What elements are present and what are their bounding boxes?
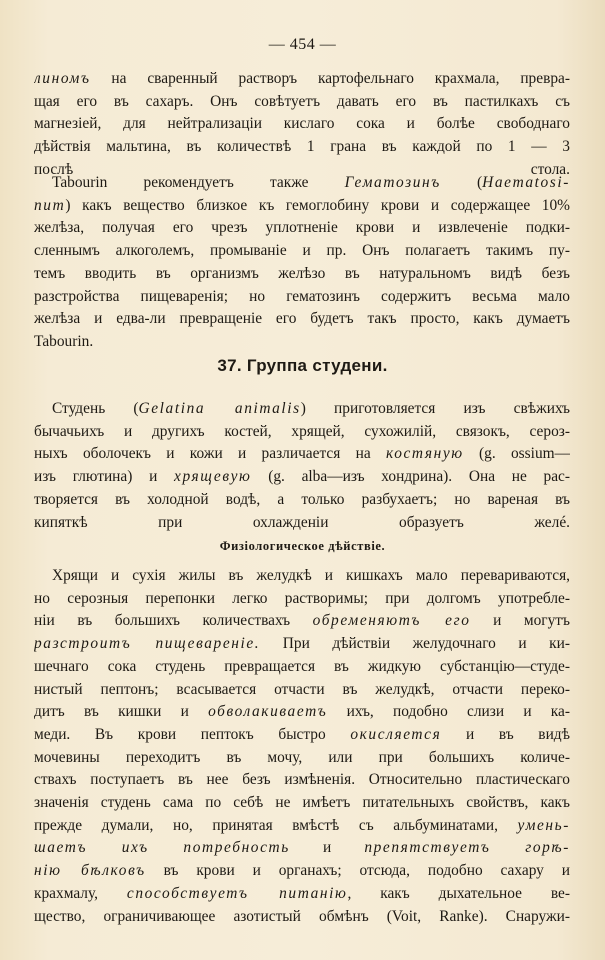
text-run: мочевины переходитъ въ мочу, или при большихъ количе-	[34, 748, 570, 766]
text-line	[34, 815, 570, 838]
text-run: При дѣйствiи желудочнаго и ки-	[260, 635, 570, 653]
text-run: магнезiей, для нейтрализацiи кислаго сока и болѣе свободнаго	[34, 115, 570, 133]
text-line	[34, 724, 570, 747]
text-run: желѣза и едва-ли превращенiе его будетъ такъ просто, какъ думаетъ	[34, 310, 570, 328]
text-run: ихъ, подобно слизи и ка-	[327, 703, 570, 721]
text-line	[34, 68, 570, 91]
emphasized-text: Haematosi-	[482, 174, 570, 191]
text-run: сленнымъ алкоголемъ, промыванiе и пр. Онъ полагаетъ такимъ пу-	[34, 242, 570, 260]
text-line	[34, 633, 570, 656]
section-heading: 37. Группа студени.	[217, 356, 388, 375]
text-run: дитъ въ кишки и	[34, 703, 209, 721]
text-run: бычачьихъ и другихъ костей, хрящей, сухожилiй, связокъ, сероз-	[34, 422, 570, 440]
paragraph-physiology	[34, 565, 570, 928]
text-line	[34, 588, 570, 611]
text-line	[34, 701, 570, 724]
emphasized-text: разстроитъ пищеваренiе.	[34, 635, 261, 653]
text-line	[34, 883, 570, 906]
text-run: желѣза, получая его чрезъ уплотненiе крови и извлеченiе подки-	[34, 219, 570, 237]
text-line	[34, 331, 570, 354]
text-line	[34, 443, 570, 466]
text-run: Студень (	[52, 400, 139, 417]
text-line	[34, 286, 570, 309]
text-run: ) какъ вещество близкое къ гемоглобину крови и содержащее 10%	[65, 196, 570, 214]
paragraph-hematogen	[34, 172, 570, 354]
emphasized-text: окисляется	[350, 725, 442, 743]
emphasized-text: препятствуетъ горѣ-	[364, 839, 570, 857]
text-run: (g. alba—изъ хондрина). Она не рас-	[251, 468, 570, 486]
text-run: щая его въ сахаръ. Онъ совѣтуетъ давать его въ пастилкахъ съ	[34, 92, 570, 110]
text-run: ныхъ оболочекъ и кожи и различается на	[34, 445, 386, 463]
text-run: въ крови и органахъ; отсюда, подобно сахару и	[145, 862, 570, 880]
emphasized-text: обременяютъ его	[312, 612, 471, 630]
text-line	[34, 240, 570, 263]
page-number: — 454 —	[268, 36, 337, 53]
emphasized-text: num	[34, 196, 66, 214]
text-run: и могутъ	[470, 612, 570, 630]
text-line	[34, 91, 570, 114]
text-run: крахмалу,	[34, 884, 127, 902]
text-line	[34, 172, 570, 195]
physiological-effect-heading: Физiологическое дѣйствiе.	[219, 539, 386, 553]
text-line	[34, 136, 570, 159]
text-line	[34, 837, 570, 860]
text-line	[34, 656, 570, 679]
text-run: и	[289, 839, 365, 857]
text-line	[34, 308, 570, 331]
text-run: Tabourin.	[34, 332, 94, 350]
text-run: разстройства пищеваренiя; но гематозинъ содержитъ весьма мало	[34, 287, 570, 305]
text-run: , какъ дыхательное ве-	[347, 884, 570, 902]
text-run: (	[440, 174, 483, 191]
text-run: творяется въ холодной водѣ, а только разбухаетъ; но вареная въ	[34, 490, 570, 508]
text-run: дѣйствiя мальтина, въ количествѣ 1 грана въ каждой по 1 — 3	[34, 138, 570, 156]
paragraph-gelatin	[34, 398, 570, 534]
text-line	[34, 466, 570, 489]
text-run: изъ глютина) и	[34, 468, 175, 486]
text-run: щество, ограничивающее азотистый обмѣнъ (Voit, Ranke). Снаружи-	[34, 907, 570, 925]
text-line	[34, 610, 570, 633]
text-line	[34, 195, 570, 218]
emphasized-text: Гематозинъ	[344, 174, 441, 191]
emphasized-text: линомъ	[34, 70, 91, 87]
text-run: меди. Въ крови пептокъ быстро	[34, 725, 351, 743]
text-line	[34, 769, 570, 792]
text-line	[34, 398, 570, 421]
emphasized-text: обволакиваетъ	[208, 703, 328, 721]
text-line	[34, 263, 570, 286]
text-run: на сваренный растворъ картофельнаго крахмала, превра-	[90, 70, 570, 87]
text-run: темъ вводить въ организмъ желѣзо въ натуральномъ видѣ безъ	[34, 264, 570, 282]
emphasized-text: умень-	[517, 816, 570, 834]
text-line	[34, 565, 570, 588]
emphasized-text: нiю бѣлковъ	[34, 862, 146, 880]
text-run: Хрящи и сухiя жилы въ желудкѣ и кишкахъ мало перевариваются,	[52, 567, 570, 584]
text-run: значенiя студень сама по себѣ не имѣетъ питательныхъ свойствъ, какъ	[34, 794, 570, 812]
text-line	[34, 421, 570, 444]
text-run: ) приготовляется изъ свѣжихъ	[300, 400, 570, 417]
text-run: и въ видѣ	[441, 725, 570, 743]
text-line	[34, 489, 570, 512]
paragraph-continuation	[34, 68, 570, 182]
text-run: ствахъ поступаетъ въ нее безъ измѣненiя. Относительно пластическаго	[34, 771, 570, 789]
text-line	[34, 512, 570, 535]
text-run: кипяткѣ при охлажденiи образуетъ желé.	[34, 513, 570, 531]
text-line	[34, 747, 570, 770]
text-run: нистый пептонъ; всасывается отчасти въ желудкѣ, отчасти переко-	[34, 680, 570, 698]
text-line	[34, 906, 570, 929]
emphasized-text: Gelatina animalis	[138, 400, 301, 417]
text-run: Tabourin рекомендуетъ также	[52, 174, 345, 191]
text-line	[34, 860, 570, 883]
emphasized-text: способствуетъ питанiю	[126, 884, 348, 902]
text-run: прежде думали, но, принятая вмѣстѣ съ альбуминатами,	[34, 816, 518, 834]
text-line	[34, 217, 570, 240]
text-line	[34, 792, 570, 815]
emphasized-text: шаетъ ихъ потребность	[34, 839, 290, 857]
text-run: но серозныя перепонки легко растворимы; при долгомъ употребле-	[34, 589, 570, 607]
emphasized-text: хрящевую	[174, 468, 252, 486]
text-run: шечнаго сока студень превращается въ жидкую субстанцiю—студе-	[34, 657, 570, 675]
text-line	[34, 679, 570, 702]
text-run: нiи въ большихъ количествахъ	[34, 612, 313, 630]
text-run: (g. ossium—	[463, 445, 570, 463]
text-run: послѣ стола.	[34, 160, 570, 178]
emphasized-text: костяную	[385, 445, 464, 463]
text-line	[34, 113, 570, 136]
